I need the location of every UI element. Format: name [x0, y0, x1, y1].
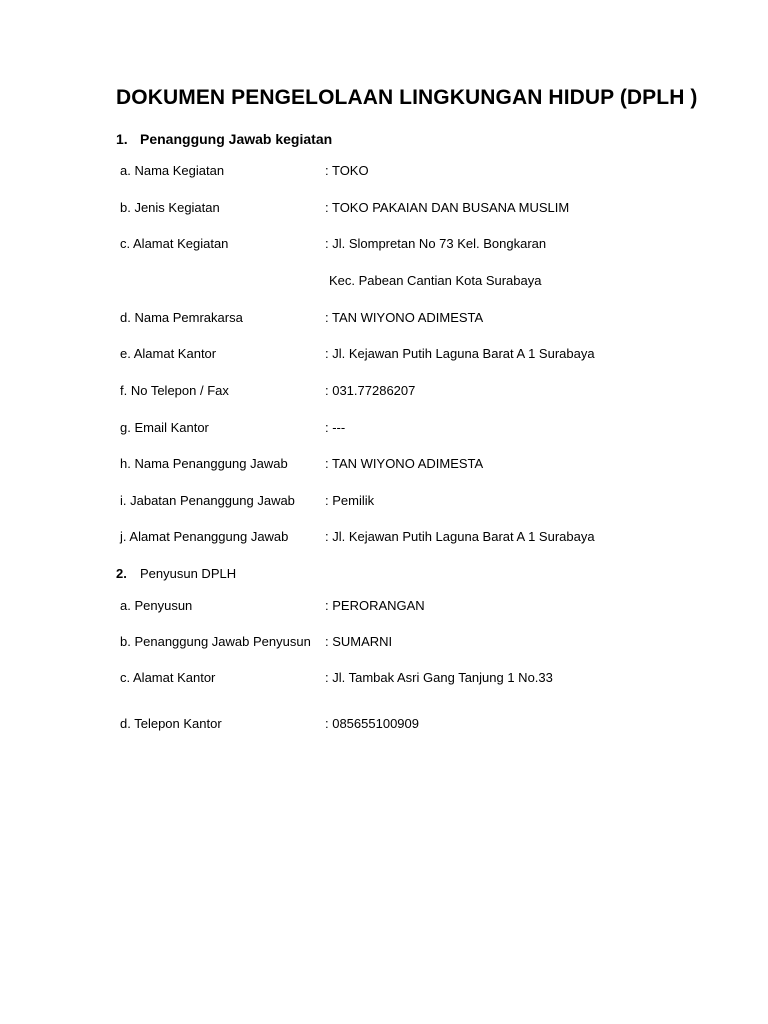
section-1-heading — [116, 131, 332, 147]
field-value-nama-penanggung-jawab: : TAN WIYONO ADIMESTA — [325, 456, 484, 471]
field-label-penanggung-jawab-penyusun: b. Penanggung Jawab Penyusun — [120, 634, 311, 649]
field-label-nama-kegiatan: a. Nama Kegiatan — [120, 163, 225, 178]
field-value-alamat-kegiatan: : Jl. Slompretan No 73 Kel. Bongkaran — [325, 236, 547, 251]
section-1-title: Penanggung Jawab kegiatan — [140, 131, 333, 147]
section-2-number: 2. — [116, 566, 127, 581]
field-label-telepon-kantor: d. Telepon Kantor — [120, 716, 222, 731]
field-label-alamat-kegiatan: c. Alamat Kegiatan — [120, 236, 229, 251]
field-value-penyusun: : PERORANGAN — [325, 598, 425, 613]
field-value-email-kantor: : --- — [325, 420, 346, 435]
field-label-no-telepon-fax: f. No Telepon / Fax — [120, 383, 229, 398]
section-2-title: Penyusun DPLH — [140, 566, 237, 581]
field-label-jabatan-penanggung-jawab: i. Jabatan Penanggung Jawab — [120, 493, 295, 508]
field-value-jabatan-penanggung-jawab: : Pemilik — [325, 493, 375, 508]
section-1-number: 1. — [116, 131, 128, 147]
field-label-alamat-kantor: e. Alamat Kantor — [120, 346, 217, 361]
field-label-alamat-penanggung-jawab: j. Alamat Penanggung Jawab — [120, 529, 289, 544]
document-title: DOKUMEN PENGELOLAAN LINGKUNGAN HIDUP (DPLH ) — [116, 86, 698, 109]
field-label-penyusun: a. Penyusun — [120, 598, 193, 613]
field-value-no-telepon-fax: : 031.77286207 — [325, 383, 416, 398]
field-value-penanggung-jawab-penyusun: : SUMARNI — [325, 634, 393, 649]
field-label-email-kantor: g. Email Kantor — [120, 420, 209, 435]
field-value-jenis-kegiatan: : TOKO PAKAIAN DAN BUSANA MUSLIM — [325, 200, 570, 215]
section-2-heading — [116, 566, 236, 581]
field-value-alamat-kegiatan-line2: Kec. Pabean Cantian Kota Surabaya — [329, 273, 542, 288]
field-label-nama-pemrakarsa: d. Nama Pemrakarsa — [120, 310, 243, 325]
field-label-jenis-kegiatan: b. Jenis Kegiatan — [120, 200, 220, 215]
field-label-nama-penanggung-jawab: h. Nama Penanggung Jawab — [120, 456, 288, 471]
field-value-alamat-kantor: : Jl. Kejawan Putih Laguna Barat A 1 Surabaya — [325, 346, 595, 361]
field-label-alamat-kantor-penyusun: c. Alamat Kantor — [120, 670, 216, 685]
field-value-alamat-penanggung-jawab: : Jl. Kejawan Putih Laguna Barat A 1 Surabaya — [325, 529, 595, 544]
field-value-alamat-kantor-penyusun: : Jl. Tambak Asri Gang Tanjung 1 No.33 — [325, 670, 553, 685]
field-value-nama-kegiatan: : TOKO — [325, 163, 369, 178]
field-value-nama-pemrakarsa: : TAN WIYONO ADIMESTA — [325, 310, 484, 325]
field-value-telepon-kantor: : 085655100909 — [325, 716, 419, 731]
